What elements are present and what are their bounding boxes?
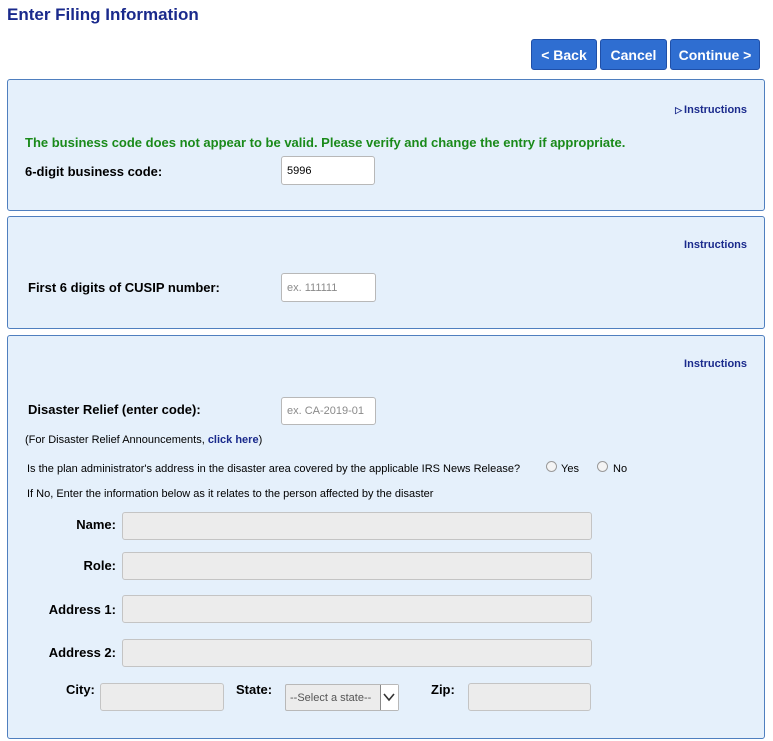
name-label: Name: bbox=[76, 517, 116, 532]
address2-field[interactable] bbox=[122, 639, 592, 667]
no-label: No bbox=[613, 463, 628, 475]
disaster-area-question: Is the plan administrator's address in the disaster area covered by the applicable IRS News Release? bbox=[27, 463, 521, 475]
disaster-panel bbox=[7, 335, 765, 739]
back-button[interactable]: < Back bbox=[531, 39, 597, 70]
business-code-label: 6-digit business code: bbox=[25, 164, 163, 179]
cusip-label: First 6 digits of CUSIP number: bbox=[28, 280, 220, 295]
no-radio[interactable] bbox=[597, 461, 608, 472]
disaster-code-input[interactable] bbox=[281, 397, 376, 425]
state-select[interactable] bbox=[285, 684, 399, 711]
click-here-link[interactable]: click here bbox=[207, 434, 259, 446]
business-code-input[interactable] bbox=[281, 156, 375, 185]
yes-label: Yes bbox=[561, 463, 579, 475]
business-code-panel bbox=[7, 79, 765, 211]
address1-field[interactable] bbox=[122, 595, 592, 623]
name-field[interactable] bbox=[122, 512, 592, 540]
business-code-warning: The business code does not appear to be valid. Please verify and change the entry if appropriate. bbox=[25, 135, 626, 150]
instructions-link-cusip[interactable]: Instructions bbox=[684, 239, 747, 251]
zip-label: Zip: bbox=[431, 682, 455, 697]
yes-radio[interactable] bbox=[546, 461, 557, 472]
role-field[interactable] bbox=[122, 552, 592, 580]
address1-label: Address 1: bbox=[48, 602, 116, 617]
city-label: City: bbox=[66, 682, 95, 697]
page-title: Enter Filing Information bbox=[7, 5, 199, 24]
chevron-down-icon bbox=[380, 685, 398, 710]
city-field[interactable] bbox=[100, 683, 224, 711]
announce-suffix: ) bbox=[258, 434, 263, 446]
cusip-input[interactable] bbox=[281, 273, 376, 302]
instructions-link-business[interactable] bbox=[675, 104, 747, 116]
address2-label: Address 2: bbox=[48, 645, 116, 660]
announce-prefix: (For Disaster Relief Announcements, bbox=[25, 434, 208, 446]
zip-field[interactable] bbox=[468, 683, 591, 711]
cancel-button[interactable]: Cancel bbox=[600, 39, 667, 70]
cusip-panel bbox=[7, 216, 765, 329]
instructions-link-disaster[interactable]: Instructions bbox=[684, 358, 747, 370]
continue-button[interactable]: Continue > bbox=[670, 39, 760, 70]
disaster-announcement-note bbox=[25, 434, 262, 446]
expand-arrow-icon: ▷ bbox=[675, 105, 683, 115]
if-no-instruction: If No, Enter the information below as it relates to the person affected by the disaster bbox=[27, 488, 434, 500]
state-label: State: bbox=[236, 682, 273, 697]
state-select-value: --Select a state-- bbox=[290, 692, 372, 704]
instructions-label: Instructions bbox=[684, 104, 747, 116]
role-label: Role: bbox=[83, 558, 116, 573]
disaster-code-label: Disaster Relief (enter code): bbox=[28, 402, 201, 417]
